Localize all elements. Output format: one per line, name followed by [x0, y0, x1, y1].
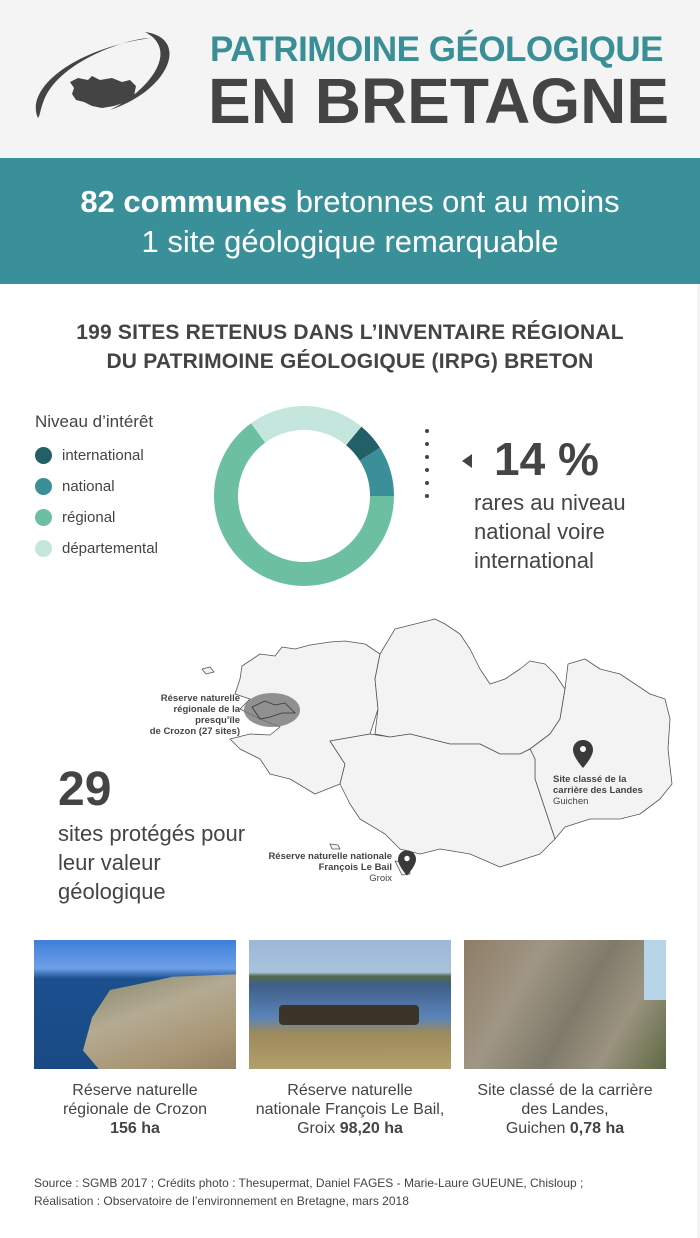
sites-title-line1: 199 SITES RETENUS DANS L’INVENTAIRE RÉGIONAL	[76, 321, 624, 344]
caption-line: régionale de Crozon	[62, 1101, 208, 1118]
map-label-place: Guichen	[553, 796, 589, 807]
protected-description: sites protégés pour leur valeur géologique	[58, 821, 246, 904]
map-label-line: Site classé de la	[553, 774, 627, 785]
map-label-landes	[553, 774, 663, 807]
content-panel	[0, 284, 697, 1238]
banner-line1: bretonnes ont au moins	[287, 184, 620, 219]
legend-label: départemental	[62, 540, 158, 557]
legend-item-national	[35, 471, 158, 502]
map-label-line: régionale de la presqu’île	[173, 704, 240, 726]
legend-dot-icon	[35, 540, 52, 557]
caption-groix	[249, 1081, 451, 1138]
photo-card-crozon	[34, 940, 236, 1138]
caption-line: nationale François Le Bail,	[255, 1101, 445, 1118]
header	[0, 0, 700, 158]
sites-title	[0, 318, 700, 376]
caption-line: Réserve naturelle	[72, 1082, 198, 1099]
legend-title: Niveau d’intérêt	[35, 412, 154, 431]
caption-place: Groix	[297, 1120, 340, 1137]
photo-groix	[249, 940, 451, 1069]
map-label-line: François Le Bail	[318, 862, 392, 873]
sites-title-line2: DU PATRIMOINE GÉOLOGIQUE (IRPG) BRETON	[106, 350, 594, 373]
caption-crozon	[34, 1081, 236, 1138]
legend-dot-icon	[35, 509, 52, 526]
title-line1: PATRIMOINE GÉOLOGIQUE	[210, 30, 663, 69]
donut-slice-départemental	[251, 406, 361, 445]
map-label-groix	[262, 851, 392, 884]
title-line2: EN BRETAGNE	[208, 65, 670, 137]
map-label-line: de Crozon (27 sites)	[149, 726, 240, 737]
caption-area: 0,78 ha	[569, 1120, 625, 1137]
legend-item-regional	[35, 502, 158, 533]
pointer-arrow-icon	[462, 454, 472, 468]
map-label-line: carrière des Landes	[553, 785, 643, 796]
caption-line: des Landes,	[521, 1101, 609, 1118]
map-pin-icon-landes	[573, 740, 593, 768]
footer-line1: Source : SGMB 2017 ; Crédits photo : Thesupermat, Daniel FAGES - Marie-Laure GUEUNE, Chisloup ;	[34, 1176, 584, 1190]
brittany-map-orbit-icon	[30, 30, 180, 130]
source-footer	[34, 1174, 674, 1210]
highlight-percent: 14 %	[494, 433, 599, 485]
caption-area: 98,20 ha	[339, 1120, 403, 1137]
caption-place: Guichen	[505, 1120, 570, 1137]
legend-label: national	[62, 478, 115, 495]
caption-line: Réserve naturelle	[287, 1082, 413, 1099]
photo-crozon	[34, 940, 236, 1069]
donut-chart	[212, 404, 396, 588]
legend-dot-icon	[35, 447, 52, 464]
caption-line: Site classé de la carrière	[477, 1082, 653, 1099]
caption-area: 156 ha	[110, 1120, 160, 1137]
protected-count: 29	[58, 763, 112, 816]
highlight-description: rares au niveau national voire international	[474, 490, 626, 573]
dotted-separator	[425, 429, 431, 507]
chart-legend	[35, 412, 158, 564]
legend-label: international	[62, 447, 144, 464]
map-label-crozon	[140, 693, 240, 737]
footer-line2: Réalisation : Observatoire de l’environnement en Bretagne, mars 2018	[34, 1194, 409, 1208]
caption-landes	[464, 1081, 666, 1138]
map-label-line: Réserve naturelle nationale	[268, 851, 392, 862]
map-label-place: Groix	[369, 873, 392, 884]
banner-line2: 1 site géologique remarquable	[141, 224, 559, 259]
photo-card-landes	[464, 940, 666, 1138]
legend-label: régional	[62, 509, 116, 526]
map-label-line: Réserve naturelle	[160, 693, 240, 704]
legend-dot-icon	[35, 478, 52, 495]
map-pin-icon-groix	[398, 850, 416, 876]
photo-landes	[464, 940, 666, 1069]
communes-banner	[0, 158, 700, 284]
photo-card-groix	[249, 940, 451, 1138]
legend-item-departemental	[35, 533, 158, 564]
legend-item-international	[35, 440, 158, 471]
photo-gallery	[34, 940, 666, 1138]
banner-bold: 82 communes	[80, 184, 288, 219]
